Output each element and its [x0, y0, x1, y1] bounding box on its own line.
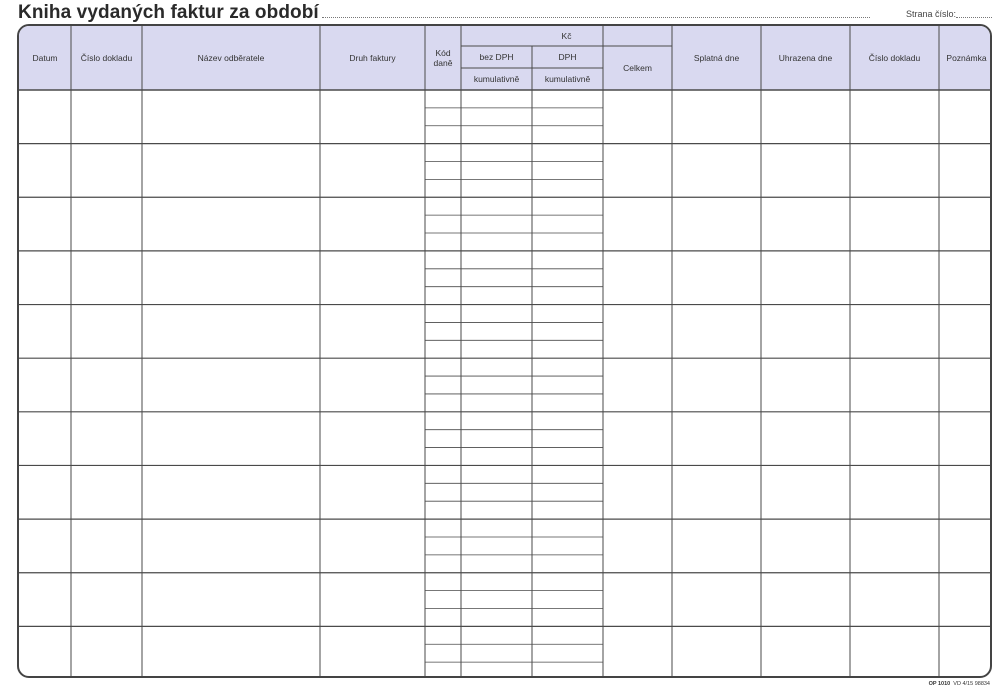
page-number-label: Strana číslo: — [906, 9, 957, 19]
col-header-kc: Kč — [561, 31, 572, 41]
col-header-dph-kumulativne: kumulativně — [544, 74, 591, 84]
col-header-bez-dph: bez DPH — [479, 52, 514, 62]
col-header-nazev-odberatele: Název odběratele — [197, 53, 265, 63]
col-header-uhrazena-dne: Uhrazena dne — [778, 53, 833, 63]
col-header-datum: Datum — [32, 53, 58, 63]
col-header-druh-faktury: Druh faktury — [349, 53, 396, 63]
form-code — [929, 681, 990, 687]
page-title: Kniha vydaných faktur za období — [18, 2, 319, 23]
page-number-fill-line — [956, 17, 992, 18]
title-fill-line — [322, 17, 870, 18]
form-code-number: OP 1010 — [928, 681, 951, 687]
invoice-ledger-table — [17, 24, 992, 678]
col-header-cislo-dokladu-2: Číslo dokladu — [868, 53, 921, 63]
col-header-poznamka: Poznámka — [946, 53, 987, 63]
table-grid — [19, 26, 992, 678]
col-header-dph: DPH — [558, 52, 577, 62]
col-header-splatna-dne: Splatná dne — [693, 53, 740, 63]
col-header-celkem: Celkem — [623, 63, 652, 73]
form-version: VD 4/15 98834 — [953, 681, 990, 687]
col-header-kod-dane: Kód daně — [433, 48, 453, 68]
col-header-cislo-dokladu: Číslo dokladu — [80, 53, 133, 63]
col-header-bez-dph-kumulativne: kumulativně — [473, 74, 520, 84]
